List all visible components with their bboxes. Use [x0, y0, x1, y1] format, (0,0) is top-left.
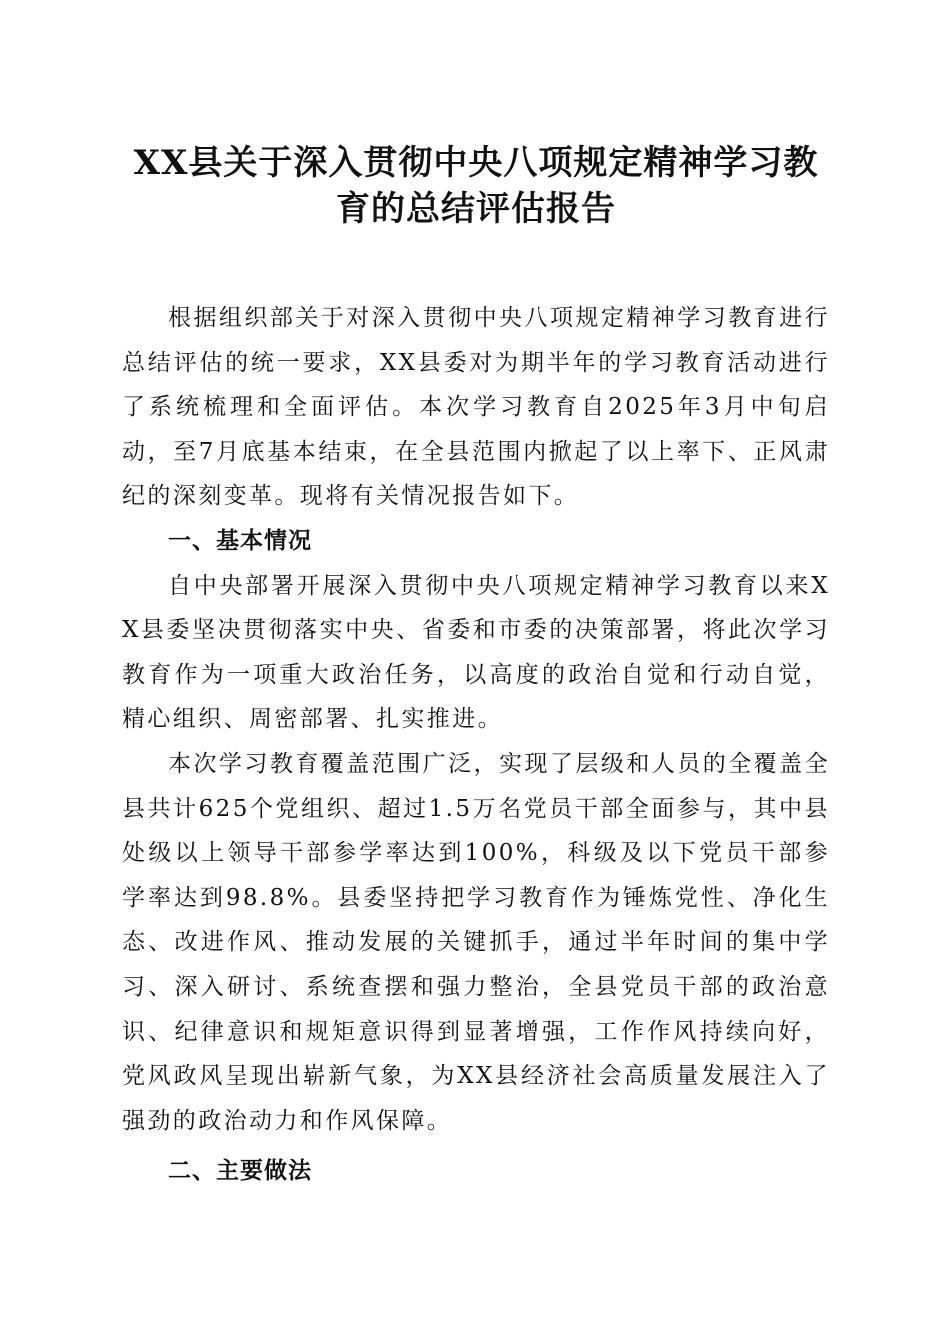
intro-paragraph: 根据组织部关于对深入贯彻中央八项规定精神学习教育进行总结评估的统一要求，XX县委对为期半年的学习教育活动进行了系统梳理和全面评估。本次学习教育自2025年3月中旬启动，至7月底基本结束，在全县范围内掀起了以上率下、正风肃纪的深刻变革。现将有关情况报告如下。	[122, 305, 830, 510]
basic-paragraph-1: 自中央部署开展深入贯彻中央八项规定精神学习教育以来XX县委坚决贯彻落实中央、省委和市委的决策部署，将此次学习教育作为一项重大政治任务，以高度的政治自觉和行动自觉，精心组织、周密部署、扎实推进。	[122, 572, 830, 733]
document-title	[122, 140, 830, 232]
document-page	[122, 140, 830, 1194]
document-body	[122, 296, 830, 1194]
title-line-2: 育的总结评估报告	[336, 189, 616, 229]
basic-paragraph-2: 本次学习教育覆盖范围广泛，实现了层级和人员的全覆盖全县共计625个党组织、超过1.5万名党员干部全面参与，其中县处级以上领导干部参学率达到100%，科级及以下党员干部参学率达到98.8%。县委坚持把学习教育作为锤炼党性、净化生态、改进作风、推动发展的关键抓手，通过半年时间的集中学习、深入研讨、系统查摆和强力整治，全县党员干部的政治意识、纪律意识和规矩意识得到显著增强，工作作风持续向好，党风政风呈现出崭新气象，为XX县经济社会高质量发展注入了强劲的政治动力和作风保障。	[122, 750, 830, 1134]
title-line-1: XX县关于深入贯彻中央八项规定精神学习教	[133, 143, 819, 183]
section-heading-basic: 一、基本情况	[168, 527, 312, 554]
section-heading-methods: 二、主要做法	[168, 1158, 312, 1185]
